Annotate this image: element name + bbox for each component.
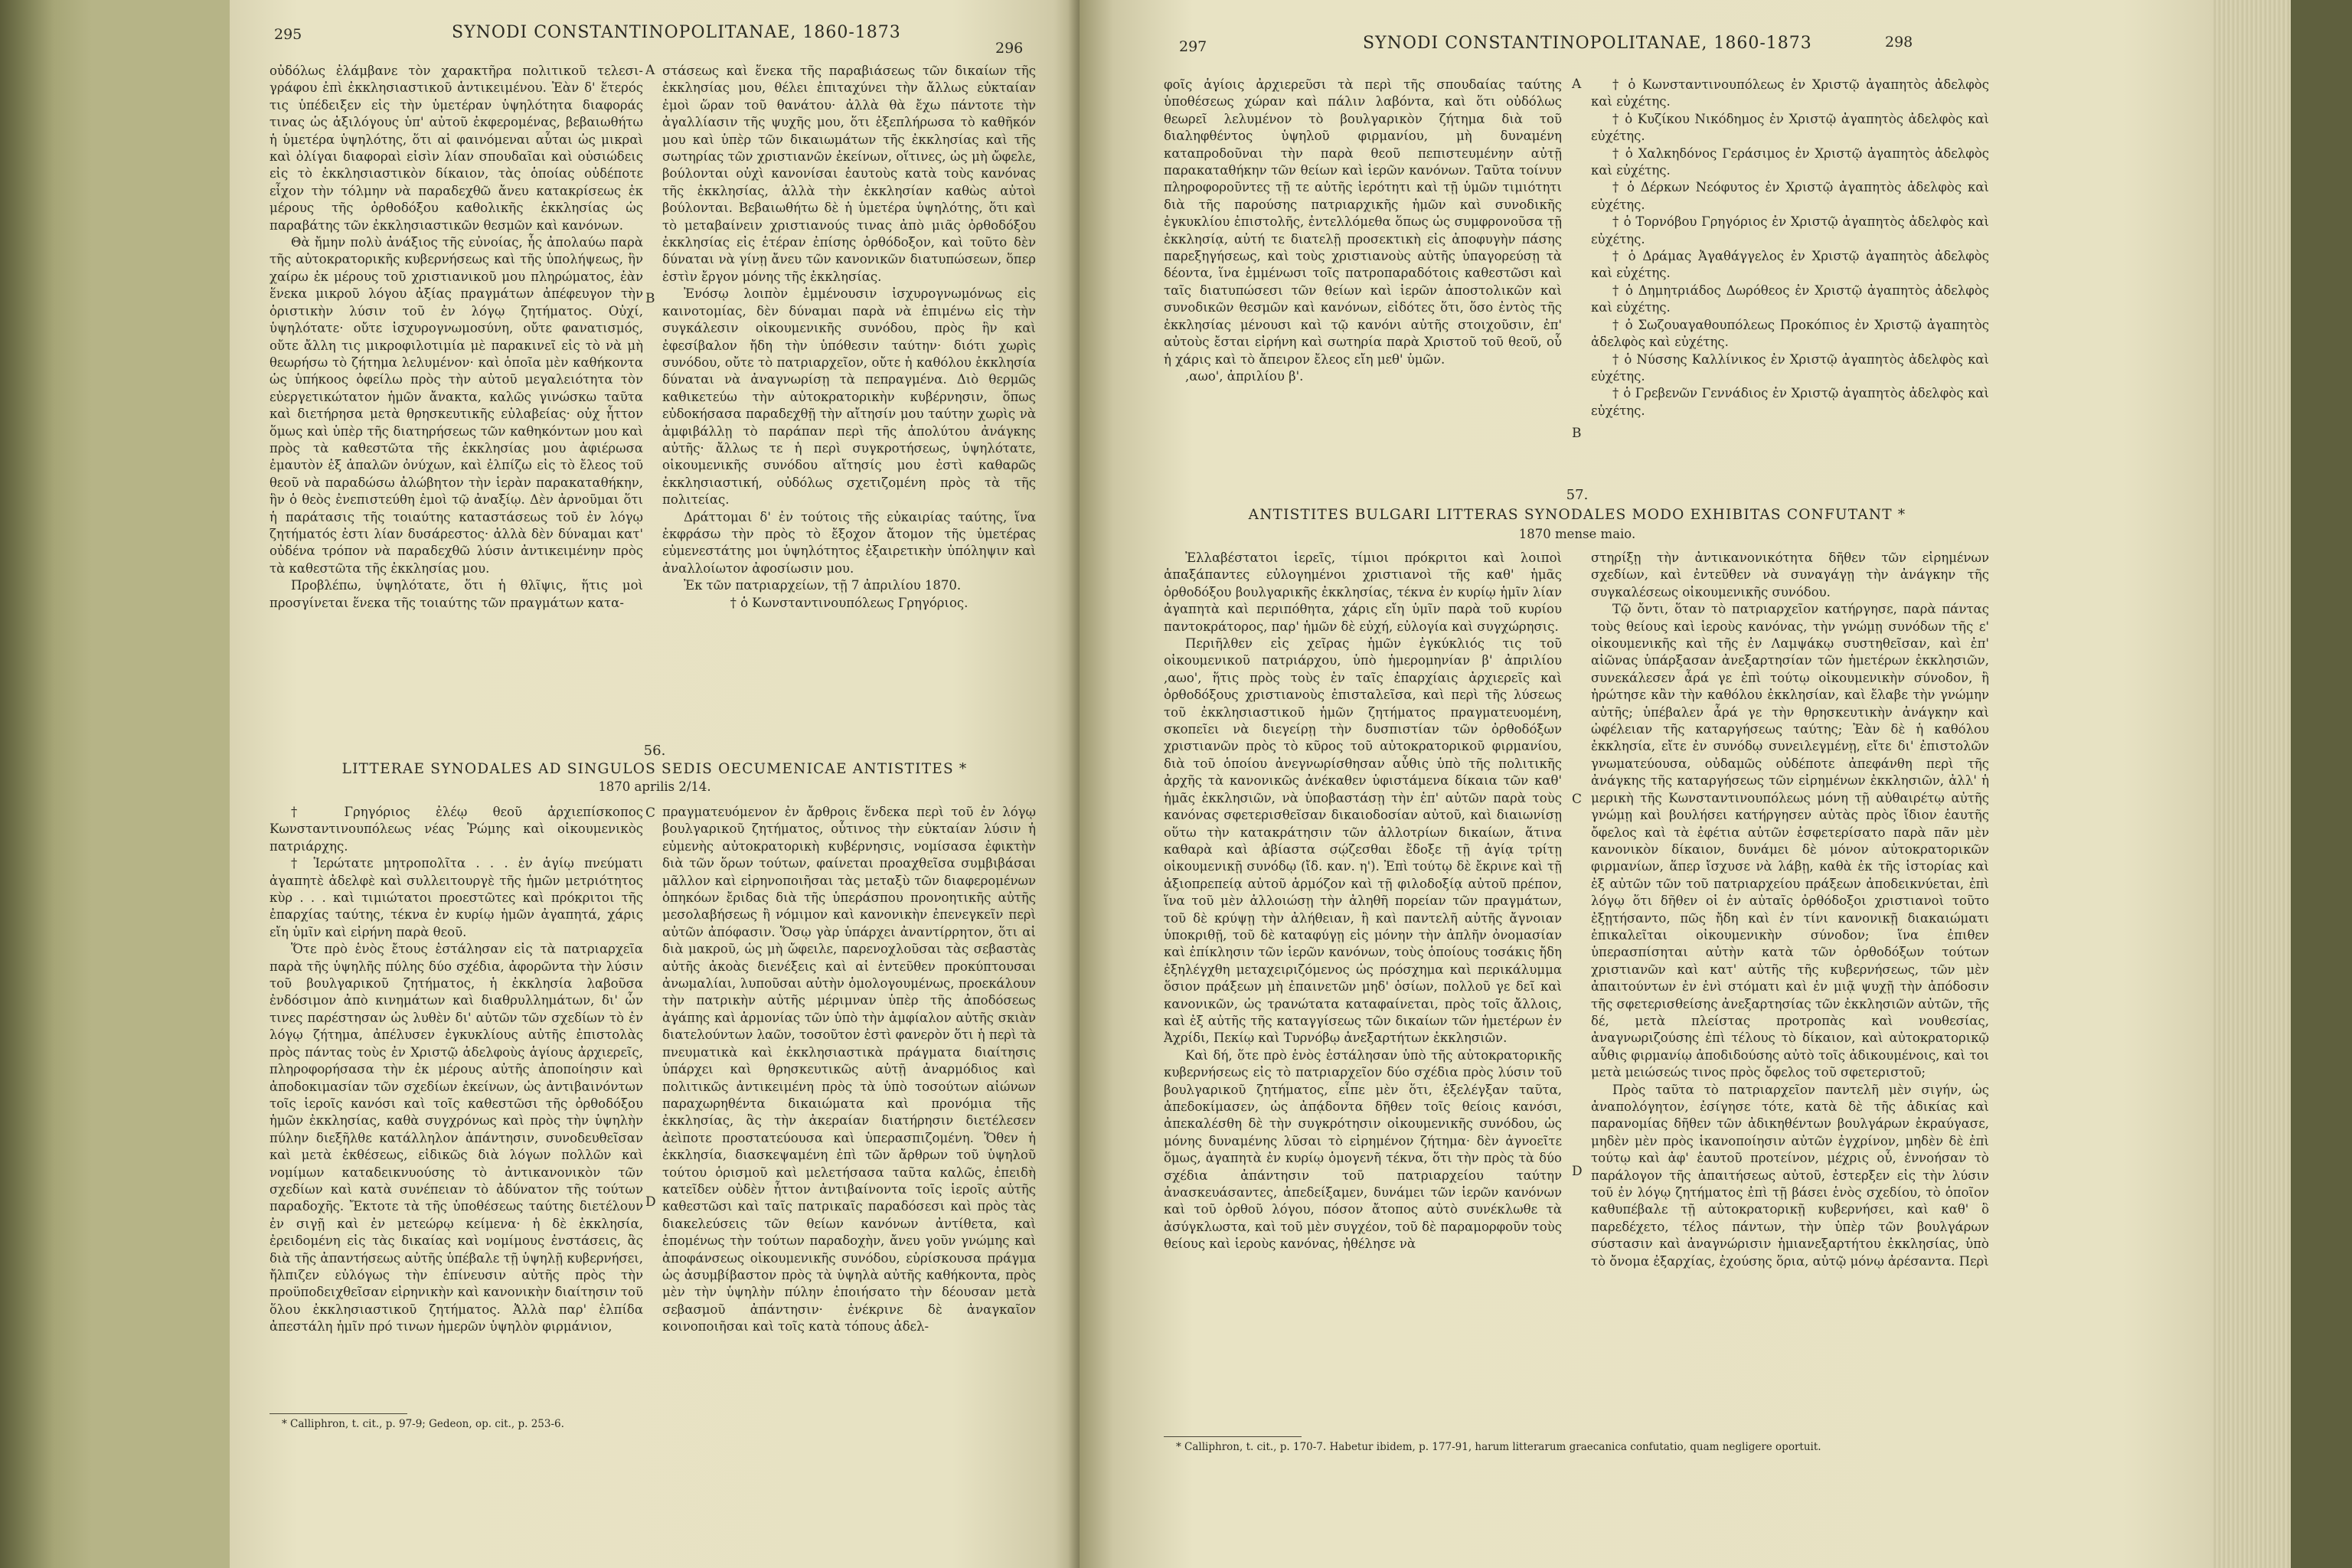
running-title-left: SYNODI CONSTANTINOPOLITANAE, 1860-1873 [452, 23, 901, 42]
left-column-2 [662, 63, 1036, 612]
date-line: ,αωο', ἀπριλίου β'. [1185, 368, 1304, 384]
paragraph: Τῷ ὄντι, ὅταν τὸ πατριαρχεῖον κατήργησε, παρὰ πάντας τοὺς θείους καὶ ἱεροὺς κανόνας, τὴν γνώμῃ συνόδων τῆς ε' οἰκουμενικῆς καὶ τῆς ἐν Λαμψάκῳ συστηθεῖσαν, καὶ ἐπ' αἰῶνας ὑπάρξασαν ἀνεξαρτησίαν τῶν ἡμετέρων ἐκκλησιῶν, συνεκάλεσεν ἆρά γε ἐπὶ τούτῳ οἰκουμενικὴν σύνοδον, ἢ ἠρώτησε κἂν τὴν καθόλου ἐκκλησίαν, καὶ ἔλαβε τὴν γνώμην αὐτῆς; ὑπέβαλεν ἆρά γε τὴν θρησκευτικὴν ἀνάγκην καὶ ὠφέλειαν τῆς καταργήσεως ταύτης; Ἐὰν δὲ ἡ καθόλου ἐκκλησία, εἴτε ἐν συνόδῳ συνειλεγμένῃ, εἴτε δι' ἐπιστολῶν γνωματεύουσα, οὐδαμῶς οὐδέποτε ἀπεφάνθη περὶ τῆς ἀνάγκης τῆς καταργήσεως τῶν εἰρημένων ἐκκλησιῶν, ἀλλ' ἡ μερικὴ τῆς Κωνσταντινουπόλεως μόνη τῇ αὐθαιρέτῳ αὐτῆς γνώμῃ καὶ βουλήσει κατήργησεν αὐτὰς πρὸς ἴδιον ἑαυτῆς ὄφελος καὶ τὰ ἐφέτια αὐτῶν ἐσφετερίσατο παρὰ πᾶν μὲν κανονικὸν δίκαιον, δυνάμει δὲ μόνον αὐτοκρατορικῶν φιρμανίων, ἅπερ ἴσχυσε νὰ λάβῃ, καθὰ ἐκ τῆς ἱστορίας καὶ ἐξ αὐτῶν τῶν τοῦ πατριαρχείου πράξεων ἀποδεικνύεται, ἐπὶ λόγῳ ὅτι δῆθεν οἱ ἐν αὐταῖς ὀρθόδοξοι χριστιανοὶ τοῦτο ἐξῃτήσαντο, πῶς ἤδη καὶ ἐν τίνι κανονικῇ διακαιώματι ἐπικαλεῖται οἰκουμενικὴν σύνοδον; ἵνα ἐπιθεν ὑπερασπίσηται αὐτὴν κατὰ τῶν ὀρθοδόξων τούτων χριστιανῶν καὶ κατ' αὐτῆς τῆς κυβερνήσεως, τῶν μὲν ἀπαιτούντων ἐν ἑνὶ στόματι καὶ ἐν μιᾷ ψυχῇ τὴν ἀπόδοσιν τῆς σφετερισθείσης ἀνεξαρτησίας τῶν ἐκκλησιῶν αὐτῶν, τῆς δέ, μετὰ πλείστας προτροπὰς καὶ νουθεσίας, ἀναγνωριζούσης ἐπὶ τέλους τὸ δίκαιον, καὶ αὐτοκρατορικῷ αὖθις φιρμανίῳ ἀποδιδούσης αὐτὸ τοῖς ἀδικουμένοις, καὶ τοι μετὰ μειώσεώς τινος πρὸς ὄφελος τοῦ σφετεριστοῦ; [1591, 602, 1989, 1080]
left-column-3 [270, 804, 643, 1336]
right-column-2 [1591, 77, 1989, 420]
paragraph: † Γρηγόριος ἐλέῳ θεοῦ ἀρχιεπίσκοπος Κωνσταντινουπόλεως νέας Ῥώμης καὶ οἰκουμενικὸς πατριάρχης. [270, 805, 643, 854]
paragraph: οὐδόλως ἐλάμβανε τὸν χαρακτῆρα πολιτικοῦ τελεσι-γράφου ἐπὶ ἐκκλησιαστικοῦ ἀντικειμένου. Ἐὰν δ' ἕτερός τις ὑπέδειξεν εἰς τὴν ὑμετέραν ὑψηλότητα διαφοράς τινας ὡς ἀξιλόγους ὑπ' αὐτοῦ ἐκφερομένας, βεβαιωθήτω ἡ ὑμετέρα ὑψηλότης, ὅτι αἱ φαινόμεναι αὗται ὡς μικραὶ καὶ ὀλίγαι διαφοραὶ εἰσὶν λίαν σπουδαῖαι καὶ οὐσιώδεις εἰς τὸ ἐκκλησιαστικὸν δίκαιον, τὰς ὁποίας οὐδέποτε εἶχον τὴν τόλμην νὰ παραδεχθῶ ἄνευ κατακρίσεως ἐκ μέρους τῆς ὀρθοδόξου καθολικῆς ἐκκλησίας ὡς παραβάτης τῶν ἐκκλησιαστικῶν θεσμῶν καὶ κανόνων. [270, 64, 643, 233]
footnote-rule [270, 1413, 407, 1414]
document-number-57: 57. [1566, 487, 1589, 503]
page-edges [2213, 0, 2352, 1568]
footnote-rule [1164, 1436, 1302, 1437]
paragraph: Ὅτε πρὸ ἑνὸς ἔτους ἐστάλησαν εἰς τὰ πατριαρχεῖα παρὰ τῆς ὑψηλῆς πύλης δύο σχέδια, ἀφορῶντα τὴν λύσιν τοῦ βουλγαρικοῦ ζητήματος, ἡ ἐκκλησία λαβοῦσα ἐνδόσιμον ἀπὸ κινημάτων καὶ διαθρυλλημάτων, δι' ὧν τινες παρέστησαν ὡς λυθὲν δι' αὐτῶν τῶν σχεδίων τὸ ἐν λόγῳ ζήτημα, ἀπέλυσεν ἐγκυκλίους αὐτῆς ἐπιστολὰς πρὸς πάντας τοὺς ἐν Χριστῷ ἀδελφοὺς ἁγίους ἀρχιερεῖς, πληροφορήσασα τὴν ἐκ μέρους αὐτῆς ἀποποίησιν καὶ ἀποδοκιμασίαν τῶν σχεδίων ἐκείνων, ὡς ἀντιβαινόντων τοῖς ἱεροῖς κανόσι καὶ τοῖς καθεστῶσι τῆς ὀρθοδόξου ἡμῶν ἐκκλησίας, καθὰ συγχρόνως καὶ πρὸς τὴν ὑψηλὴν πύλην διεξῆλθε κατάλληλον ἀπάντησιν, συνοδευθεῖσαν καὶ μετὰ ἐκθέσεως, εἰδικῶς διὰ λόγων πολλῶν καὶ νομίμων καταδεικνυούσης τὸ ἀντικανονικὸν τῶν σχεδίων καὶ κατὰ συνέπειαν τὸ ἀδύνατον τῆς τούτων παραδοχῆς. Ἔκτοτε τὰ τῆς ὑποθέσεως ταύτης διετέλουν ἐν σιγῇ καὶ ἐν μετεώρῳ κείμενα· ἡ δὲ ἐκκλησία, ἐρειδομένη εἰς τὰς δικαίας καὶ νομίμους ἐνστάσεις, ἃς διὰ τῆς ἀπαντήσεως αὐτῆς ὑπέβαλε τῇ ὑψηλῇ κυβερνήσει, ἤλπιζεν εὐλόγως τὴν ἐπίνευσιν αὐτῆς πρὸς τὴν προϋποδειχθεῖσαν εἰρηνικὴν καὶ κανονικὴν διαίτησιν τοῦ ὅλου ἐκκλησιαστικοῦ ζητήματος. Ἀλλὰ παρ' ἐλπίδα ἀπεστάλη ἡμῖν πρό τινων ἡμερῶν ὑψηλὸν φιρμάνιον, [270, 942, 643, 1334]
margin-marker-D: D [645, 1194, 656, 1210]
margin-marker-B: B [1572, 426, 1582, 441]
paragraph: φοῖς ἁγίοις ἀρχιερεῦσι τὰ περὶ τῆς σπουδαίας ταύτης ὑποθέσεως χώραν καὶ πάλιν λαβόντα, καὶ ὅτι οὐδόλως θεωρεῖ λελυμένον τὸ βουλγαρικὸν ζήτημα διὰ τοῦ διαληφθέντος ὑψηλοῦ φιρμανίου, μὴ δυναμένη καταπροδοῦναι τὴν παρὰ θεοῦ πεπιστευμένην αὐτῇ παρακαταθήκην τῶν θείων καὶ ἱερῶν κανόνων. Ταῦτα τοίνυν πληροφοροῦντες τῇ τε αὐτῆς ἱερότητι καὶ τῇ ὑμῶν τιμιότητι διὰ τῆς παρούσης πατριαρχικῆς ἡμῶν καὶ συνοδικῆς ἐγκυκλίου ἐπιστολῆς, ἐντελλόμεθα ὅπως ὡς συμφρονοῦσα τῇ ἐκκλησίᾳ, αὐτή τε διατελῇ προσεκτικὴ εἰς ἀποφυγὴν πάσης παρεξηγήσεως, καὶ τοὺς χριστιανοὺς αὐτῆς ὑπαγορεύσῃ τὰ δέοντα, ἵνα ἐμμένωσι τοῖς πατροπαραδότοις καθεστῶσι καὶ ταῖς διατυπώσεσι τῶν θείων καὶ ἱερῶν ἀποστολικῶν καὶ συνοδικῶν θεσμῶν καὶ κανόνων, εἰδότες ὅτι, ὅσο ἐντὸς τῆς ἐκκλησίας μένουσι καὶ τῷ κανόνι αὐτῆς στοιχοῦσιν, ἐπ' αὐτοὺς ἔσται εἰρήνη καὶ σωτηρία παρὰ Χριστοῦ τοῦ θεοῦ, οὗ ἡ χάρις καὶ τὸ ἄπειρον ἔλεος εἴη μεθ' ὑμῶν. [1164, 77, 1562, 367]
signature: † ὁ Δράμας Ἀγαθάγγελος ἐν Χριστῷ ἀγαπητὸς ἀδελφὸς καὶ εὐχέτης. [1591, 249, 1989, 281]
document-date-56: 1870 aprilis 2/14. [598, 779, 711, 794]
paragraph: στάσεως καὶ ἕνεκα τῆς παραβιάσεως τῶν δικαίων τῆς ἐκκλησίας μου, θέλει ἐπιταχύνει τὴν ἄλλως εὐκταίαν ἐμοὶ ὥραν τοῦ θανάτου· ἀλλὰ θὰ ἔχω πάντοτε τὴν ἀγαλλίασιν τῆς ψυχῆς μου, ὅτι ἐξεπλήρωσα τὸ καθῆκόν μου καὶ ὑπὲρ τῶν δικαιωμάτων τῆς ἐκκλησίας καὶ τῆς σωτηρίας τῶν χριστιανῶν ἐκείνων, οἵτινες, ὡς μὴ ὤφελε, βούλονται οὐχὶ κανονίσαι ἑαυτοὺς κατὰ τοὺς κανόνας τῆς ἐκκλησίας, ἀλλὰ τὴν ἐκκλησίαν καθὼς αὐτοὶ βούλονται. Βεβαιωθήτω δὲ ἡ ὑμετέρα ὑψηλότης, ὅτι καὶ τὸ μεταβαίνειν χριστιανούς τινας ἀπὸ μιᾶς ὀρθοδόξου ἐκκλησίας εἰς ἑτέραν ἐπίσης ὀρθόδοξον, καὶ τοῦτο δὲν δύναται νὰ γίνῃ ἄνευ τῶν κανονικῶν διατυπώσεων, ὅπερ ἐστὶν ἔργον μόνης τῆς ἐκκλησίας. [662, 64, 1036, 284]
document-title-57: ANTISTITES BULGARI LITTERAS SYNODALES MODO EXHIBITAS CONFUTANT * [1248, 507, 1906, 523]
document-date-57: 1870 mense maio. [1518, 527, 1636, 541]
paragraph: Πρὸς ταῦτα τὸ πατριαρχεῖον παντελῆ μὲν σιγήν, ὡς ἀναπολόγητον, ἐσίγησε τότε, κατὰ δὲ τῆς ἀδικίας καὶ παρανομίας δῆθεν τῶν ἀδικηθέντων βουλγάρων ἐκραύγασε, μηδὲν μὲν πρὸς ἱκανοποίησιν αὐτῶν ἐγχρίνον, μηδὲν δὲ ἐπὶ τούτῳ καὶ ἀφ' ἑαυτοῦ προτείνον, μέχρις οὗ, ἐννοήσαν τὸ παράλογον τῆς ἀπαιτήσεως αὐτοῦ, ἐστερξεν εἰς τὴν λύσιν τοῦ ἐν λόγῳ ζητήματος ἐπὶ τῇ βάσει ἑνὸς σχεδίου, τὸ ὁποῖον καθυπέβαλε τῇ αὐτοκρατορικῇ κυβερνήσει, καὶ καθ' ὃ παρεδέχετο, τέλος πάντων, τὴν ὑπὲρ τῶν βουλγάρων σύστασιν καὶ ἀναγνώρισιν ἡμιανεξαρτήτου ἐκκλησίας, ὑπὸ τὸ ὄνομα ἐξαρχίας, ἐχούσης ὅρια, αὐτῷ μόνῳ ἀρέσαντα. Περὶ [1591, 1082, 1989, 1269]
right-column-4 [1591, 550, 1989, 1270]
paragraph: Περιῆλθεν εἰς χεῖρας ἡμῶν ἐγκύκλιός τις τοῦ οἰκουμενικοῦ πατριάρχου, ὑπὸ ἡμερομηνίαν β' ἀπριλίου ,αωο', ἥτις πρὸς τοὺς ἐν ταῖς ἐπαρχίαις ἀρχιερεῖς καὶ ὀρθοδόξους χριστιανοὺς ἐπισταλεῖσα, καὶ περὶ τῆς λύσεως τοῦ ἐκκλησιαστικοῦ ἡμῶν ζητήματος πραγματευομένη, σκοπεῖει νὰ διεγείρῃ τὴν δυσπιστίαν τῶν ὀρθοδόξων χριστιανῶν πρὸς τὸ κῦρος τοῦ αὐτοκρατορικοῦ φιρμανίου, διὰ τοῦ ὁποίου ἀνεγνωρίσθησαν αὖθις ὑπὸ τῆς πολιτικῆς ἀρχῆς τὰ κανονικῶς ἀνέκαθεν ὑφιστάμενα δίκαια τῶν καθ' ἡμᾶς ἐκκλησιῶν, νὰ ὑποβαστάσῃ τὴν ἐπ' αὐτῶν παρὰ τοὺς κανόνας σφετερισθεῖσαν δικαιοδοσίαν αὐτοῦ, καὶ διαιωνίσῃ οὕτω τὴν κατακράτησιν τῶν ἀλλοτρίων δικαίων, ἅτινα καθαρὰ καὶ ἀβίαστα σῴζεσθαι ἔδοξε τῇ ἁγίᾳ τρίτῃ οἰκουμενικῇ συνόδῳ (ἴδ. καν. η'). Ἐπὶ τούτῳ δὲ ἔκρινε καὶ τῇ ἀξιοπρεπείᾳ αὐτοῦ ἁρμόζον καὶ τῇ φιλοδοξίᾳ αὐτοῦ πρέπον, ἵνα τοῦ μὲν ἀλλοιώσῃ τὴν ἀληθῆ πορείαν τῶν πραγμάτων, τοῦ δὲ κρύψῃ τὴν ἀλήθειαν, ἢ καὶ παντελῆ αὐτῆς ἄγνοιαν ὑποκριθῇ, τοῦ δὲ καταφύγῃ εἰς μόνην τὴν ἀπλῆν ὀνομασίαν καὶ ἐπίκλησιν τῶν ἱερῶν κανόνων, τοὺς ὁποίους τοσάκις ἤδη ἐξηλέγχθη μεταχειριζόμενος ὡς πρόσχημα καὶ περικάλυμμα ὅσιον πράξεων μὴ ἐπαινετῶν μηδ' ὁσίων, πολλοῦ γε δεῖ καὶ κανονικῶν, ὡς τρανώτατα καταφαίνεται, πρὸς τοῖς ἄλλοις, καὶ ἐξ αὐτῆς τῆς καταγγίσεως τῶν δικαίων τῶν ἡμετέρων ἐν Ἀχρίδι, Πεκίῳ καὶ Τυρνόβῳ ἀνεξαρτήτων ἐκκλησιῶν. [1164, 636, 1562, 1046]
margin-marker-C: C [1572, 792, 1583, 807]
margin-marker-A: A [1572, 77, 1582, 92]
margin-marker-D: D [1572, 1164, 1583, 1179]
signature: † ὁ Σωζουαγαθουπόλεως Προκόπιος ἐν Χριστῷ ἀγαπητὸς ἀδελφὸς καὶ εὐχέτης. [1591, 317, 1989, 350]
paragraph: Ἐνόσῳ λοιπὸν ἐμμένουσιν ἰσχυρογνωμόνως εἰς καινοτομίας, δὲν δύναμαι παρὰ νὰ ἐπιμένω εἰς τὴν συγκάλεσιν οἰκουμενικῆς συνόδου, πρὸς ἣν καὶ ἐφεσίβαλον ἤδη τὴν ὑπόθεσιν ταύτην· διότι χωρὶς συνόδου, οὔτε τὸ πατριαρχεῖον, οὔτε ἡ καθόλου ἐκκλησία δύναται νὰ ἀναγνωρίσῃ τὰ πεπραγμένα. Διὸ θερμῶς καθικετεύω τὴν αὐτοκρατορικὴν κυβέρνησιν, ὅπως εὐδοκήσασα παραδεχθῇ τὴν αἴτησίν μου ταύτην χωρὶς νὰ ἀμφιβάλλῃ τὸ παράπαν περὶ τῆς ἀπολύτου ἀνάγκης αὐτῆς· ἄλλως τε ἡ περὶ συγκροτήσεως, ὑψηλότατε, οἰκουμενικῆς συνόδου αἴτησίς μου ἐστὶ καθαρῶς ἐκκλησιαστική, οὐδόλως σχετιζομένη πρὸς τὰ τῆς πολιτείας. [662, 286, 1036, 508]
right-column-3 [1164, 550, 1562, 1253]
signature: † ὁ Δημητριάδος Δωρόθεος ἐν Χριστῷ ἀγαπητὸς ἀδελφὸς καὶ εὐχέτης. [1591, 283, 1989, 315]
paragraph: Καὶ δή, ὅτε πρὸ ἑνὸς ἐστάλησαν ὑπὸ τῆς αὐτοκρατορικῆς κυβερνήσεως εἰς τὸ πατριαρχεῖον δύο σχέδια πρὸς λύσιν τοῦ βουλγαρικοῦ ζητήματος, εἶπε μὲν ὅτι, ἐξελέγξαν ταῦτα, ἀπεδοκίμασεν, ὡς ἀπᾴδοντα δῆθεν τοῖς θείοις κανόσι, ἀπεκαλέσθη δὲ τὴν συγκρότησιν οἰκουμενικῆς συνόδου, ὡς μόνης δυναμένης λῦσαι τὸ εἰρημένον ζήτημα· δὲν ἀγνοεῖτε ὅμως, ἀγαπητὰ ἐν κυρίῳ ὁμογενῆ τέκνα, ὅτι τὴν πρὸς τὰ δύο σχέδια ἀπάντησιν τοῦ πατριαρχείου ταύτην ἀνασκευάσαντες, ἀπεδείξαμεν, δυνάμει τῶν ἱερῶν κανόνων καὶ τοῦ ὀρθοῦ λόγου, πόσον ἄτοπος αὐτὸ συνέκλωθε τὰ ἀσύγκλωστα, καὶ τοῦ μὲν συγχέον, τοῦ δὲ παραμορφοῦν τοὺς θείους καὶ ἱεροὺς κανόνας, ἠθέλησε νὰ [1164, 1047, 1562, 1252]
footnote-right: * Calliphron, t. cit., p. 170-7. Habetur ibidem, p. 177-91, harum litterarum graecanica confutatio, quam negligere oportuit. [1176, 1441, 1821, 1453]
paragraph: στηρίξῃ τὴν ἀντικανονικότητα δῆθεν τῶν εἰρημένων σχεδίων, καὶ ἐντεῦθεν νὰ συναγάγῃ τὴν ἀνάγκην τῆς συγκαλέσεως οἰκουμενικῆς συνόδου. [1591, 550, 1989, 599]
page-number-295: 295 [274, 26, 302, 43]
left-column-4 [662, 804, 1036, 1336]
signature: † ὁ Κωνσταντινουπόλεως Γρηγόριος. [730, 595, 969, 610]
page-number-298: 298 [1885, 34, 1913, 51]
signature: † ὁ Δέρκων Νεόφυτος ἐν Χριστῷ ἀγαπητὸς ἀδελφὸς καὶ εὐχέτης. [1591, 180, 1989, 212]
margin-marker-C: C [645, 805, 656, 821]
paragraph: πραγματευόμενον ἐν ἄρθροις ἕνδεκα περὶ τοῦ ἐν λόγῳ βουλγαρικοῦ ζητήματος, οὗτινος τὴν εὐκταίαν λύσιν ἡ εὐμενὴς αὐτοκρατορικὴ κυβέρνησις, νομίσασα ἐφικτὴν διὰ τῶν ὅρων τούτων, φαίνεται προαχθεῖσα συμβιβάσαι μᾶλλον καὶ εἰρηνοποιῆσαι τὰς μεταξὺ τῶν διαφερομένων ὁπηκόων ἔριδας διὰ τῆς ὑπεράσπου προνοητικῆς αὐτῆς μεσολαβήσεως ἢ νόμιμον καὶ κανονικὴν ἐπενεγκεῖν περὶ αὐτῶν ἀπόφασιν. Ὅσῳ γὰρ ὑπάρχει ἀναντίρρητον, ὅτι αἱ διὰ μακροῦ, ὡς μὴ ὤφειλε, παρενοχλοῦσαι τὰς σεβαστὰς αὐτῆς ἀκοὰς διενέξεις καὶ αἱ ἐντεῦθεν προκύπτουσαι ἀνωμαλίαι, λυποῦσαι αὐτὴν ὁμολογουμένως, προεκάλουν τὴν πατρικὴν αὐτῆς μέριμναν ὑπὲρ τῆς ἀποδόσεως ἀγάπης καὶ ἁρμονίας τῶν ὑπὸ τὴν ἀμφίαλον αὐτῆς σκιὰν διατελούντων λαῶν, τοσοῦτον ἐστὶ φανερὸν ὅτι ἡ περὶ τὰ πνευματικὰ καὶ ἐκκλησιαστικὰ πράγματα διαίτησις ὑπάρχει καὶ θρησκευτικῶς αὐτῇ ἀναρμόδιος καὶ πολιτικῶς ἀντικειμένη πρὸς τὰ ὑπὸ τοσούτων αἰώνων παραχωρηθέντα δικαιώματα καὶ προνόμια τῆς ἐκκλησίας, ἃς τὴν ἀκεραίαν διατήρησιν διετέλεσεν ἀεὶποτε προστατεύουσα καὶ ὑπερασπιζομένη. Ὅθεν ἡ ἐκκλησία, διασκεψαμένη ἐπὶ τῶν ἄρθρων τοῦ ὑψηλοῦ τούτου ὁρισμοῦ καὶ μελετήσασα ταῦτα καλῶς, ἐπειδὴ κατεῖδεν οὐδὲν ἧττον ἀντιβαίνοντα τοῖς ἱεροῖς αὐτῆς καθεστῶσι καὶ ταῖς πατρικαῖς παραδόσεσι καὶ πρὸς τὰς διακελεύσεις τῶν θείων κανόνων ἀντίθετα, καὶ ἑπομένως τὴν τούτων παραδοχὴν, ἄνευ γοῦν γνώμης καὶ ἀποφάνσεως οἰκουμενικῆς συνόδου, εὑρίσκουσα πράγμα ὡς ἀσυμβίβαστον πρὸς τὰ ὑψηλὰ αὐτῆς καθήκοντα, πρὸς μὲν τὴν ὑψηλὴν πύλην ἐποιήσατο τὴν δέουσαν μετὰ σεβασμοῦ ἀπάντησιν· ἐνέκρινε δὲ ἀναγκαῖον κοινοποιῆσαι καὶ τοῖς κατὰ τόπους ἀδελ- [662, 805, 1036, 1334]
document-title-56: LITTERAE SYNODALES AD SINGULOS SEDIS OECUMENICAE ANTISTITES * [341, 761, 968, 777]
margin-marker-A: A [645, 63, 655, 78]
paragraph: Θὰ ἤμην πολὺ ἀνάξιος τῆς εὐνοίας, ἧς ἀπολαύω παρὰ τῆς αὐτοκρατορικῆς κυβερνήσεως καὶ τῆς ὑπολήψεως, ἣν χαίρω ἐκ μέρους τοῦ χριστιανικοῦ μου πληρώματος, ἐὰν ἕνεκα μικροῦ λόγου ἀξίας πραγμάτων ἀπέφευγον τὴν ὁριστικὴν λύσιν τοῦ ἐν λόγῳ ζητήματος. Οὐχί, ὑψηλότατε· οὔτε ἰσχυρογνωμοσύνη, οὔτε φανατισμός, οὔτε ἄλλη τις μικροφιλοτιμία μὲ παρακινεῖ εἰς τὸ νὰ μὴ θεωρήσω τὸ ζήτημα λελυμένον· καὶ ὁποῖα μὲν καθήκοντα ὡς ὑπήκοος ὀφείλω πρὸς τὴν αὐτοῦ μεγαλειότητα τὸν εὐεργετικώτατον ἡμῶν ἄνακτα, καλῶς γινώσκω ταῦτα καὶ διετήρησα μετὰ θρησκευτικῆς εὐλαβείας· οὐχ ἧττον ὅμως καὶ ὑπὲρ τῆς διατηρήσεως τῶν καθηκόντων μου καὶ πρὸς τὰ καθεστῶτα τῆς ἐκκλησίας μου ἀφιέρωσα ἐμαυτὸν ἐξ ἁπαλῶν ὀνύχων, καὶ ἐλπίζω εἰς τὸ ἔλεος τοῦ θεοῦ νὰ παραδώσω ἀλώβητον τὴν ἱερὰν παρακαταθήκην, ἣν ὁ θεὸς ἐνεπιστεύθη ἐμοὶ τῷ ἀναξίῳ. Δὲν ἀρνοῦμαι ὅτι ἡ παράτασις τῆς τοιαύτης καταστάσεως τοῦ ἐν λόγῳ ζητήματός ἐστι λίαν δυσάρεστος· ἀλλὰ δὲν δύναμαι κατ' οὐδένα τρόπον νὰ παραδεχθῶ λύσιν ἀντικειμένην πρὸς τὰ καθεστῶτα τῆς ἐκκλησίας μου. [270, 235, 643, 576]
paragraph: Δράττομαι δ' ἐν τούτοις τῆς εὐκαιρίας ταύτης, ἵνα ἐκφράσω τὴν πρὸς τὸ ἔξοχον ἄτομον τῆς ὑμετέρας εὐμενεστάτης μοι ὑψηλότητος ἐξαιρετικὴν ὑπόληψιν καὶ ἀναλλοίωτον ἀφοσίωσιν μου. [662, 509, 1036, 576]
signature: † ὁ Γρεβενῶν Γεννάδιος ἐν Χριστῷ ἀγαπητὸς ἀδελφὸς καὶ εὐχέτης. [1591, 386, 1989, 418]
left-column-1 [270, 63, 643, 612]
right-page [1080, 0, 2213, 1568]
paragraph: Ἐκ τῶν πατριαρχείων, τῇ 7 ἀπριλίου 1870. [684, 578, 962, 593]
signature: † ὁ Κυζίκου Νικόδημος ἐν Χριστῷ ἀγαπητὸς ἀδελφὸς καὶ εὐχέτης. [1591, 111, 1989, 144]
footnote-left: * Calliphron, t. cit., p. 97-9; Gedeon, op. cit., p. 253-6. [282, 1418, 564, 1430]
running-title-right: SYNODI CONSTANTINOPOLITANAE, 1860-1873 [1363, 34, 1812, 53]
signature: † ὁ Κωνσταντινουπόλεως ἐν Χριστῷ ἀγαπητὸς ἀδελφὸς καὶ εὐχέτης. [1591, 77, 1989, 109]
paragraph: † Ἱερώτατε μητροπολῖτα . . . ἐν ἁγίῳ πνεύματι ἀγαπητὲ ἀδελφὲ καὶ συλλειτουργὲ τῆς ἡμῶν μετριότητος κὺρ . . . καὶ τιμιώτατοι προεστῶτες καὶ πρόκριτοι τῆς ἐπαρχίας ταύτης, τέκνα ἐν κυρίῳ ἡμῶν ἀγαπητά, χάρις εἴη ὑμῖν καὶ εἰρήνη παρὰ θεοῦ. [270, 856, 643, 939]
signature: † ὁ Νύσσης Καλλίνικος ἐν Χριστῷ ἀγαπητὸς ἀδελφὸς καὶ εὐχέτης. [1591, 351, 1989, 384]
right-column-1 [1164, 77, 1562, 385]
left-page [230, 0, 1080, 1568]
signature: † ὁ Χαλκηδόνος Γεράσιμος ἐν Χριστῷ ἀγαπητὸς ἀδελφὸς καὶ εὐχέτης. [1591, 145, 1989, 178]
signature: † ὁ Τορνόβου Γρηγόριος ἐν Χριστῷ ἀγαπητὸς ἀδελφὸς καὶ εὐχέτης. [1591, 214, 1989, 247]
margin-marker-B: B [645, 291, 655, 306]
paragraph: Ἐλλαβέστατοι ἱερεῖς, τίμιοι πρόκριτοι καὶ λοιποὶ ἁπαξάπαντες εὐλογημένοι χριστιανοὶ τῆς καθ' ἡμᾶς ὀρθοδόξου βουλγαρικῆς ἐκκλησίας, τέκνα ἐν κυρίῳ ἡμῖν λίαν ἀγαπητὰ καὶ περιπόθητα, χάρις εἴη ὑμῖν παρὰ τοῦ κυρίου παντοκράτορος, παρ' ἡμῶν δὲ εὐχή, εὐλογία καὶ συγχώρησις. [1164, 550, 1562, 634]
document-number-56: 56. [643, 743, 666, 759]
page-number-297: 297 [1179, 38, 1207, 55]
paragraph: Προβλέπω, ὑψηλότατε, ὅτι ἡ θλῖψις, ἥτις μοὶ προσγίνεται ἕνεκα τῆς τοιαύτης τῶν πραγμάτων κατα- [270, 578, 643, 610]
page-number-296: 296 [995, 40, 1024, 57]
